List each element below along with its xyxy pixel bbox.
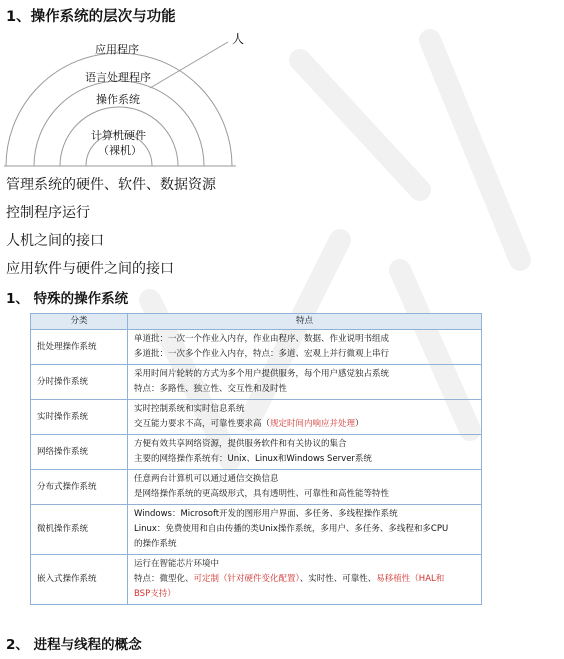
table-row [31,435,482,470]
os-category-cell: 嵌入式操作系统 [31,555,128,605]
feature-line [134,382,477,397]
os-features-cell [128,555,482,605]
feature-text: Windows：Microsoft开发的图形用户界面、多任务、多线程操作系统 [134,509,398,519]
layer-language-label: 语言处理程序 [85,71,151,84]
os-features-cell [128,400,482,435]
feature-line [134,487,477,502]
feature-text: 多道批：一次多个作业入内存，特点：多道、宏观上并行微观上串行 [134,349,390,359]
feature-line [134,452,477,467]
feature-line [134,367,477,382]
function-item: 应用软件与硬件之间的接口 [6,261,174,277]
header-features: 特点 [128,314,482,330]
feature-text: 、实时性、可靠性、 [299,574,377,584]
layer-baremachine-label: （裸机） [98,144,142,157]
section-heading-os-layers: 1、操作系统的层次与功能 [6,9,176,25]
feature-text: Linux：免费使用和自由传播的类Unix操作系统，多用户、多任务、多线程和多CPU [134,524,449,534]
section-heading-process-thread: 2、 进程与线程的概念 [6,637,142,653]
os-features-cell [128,330,482,365]
feature-text: 运行在智能芯片环境中 [134,559,220,569]
feature-line [134,557,477,572]
os-layer-diagram [0,28,245,168]
feature-line [134,332,477,347]
feature-line [134,402,477,417]
os-features-cell [128,435,482,470]
table-row [31,365,482,400]
feature-text: 交互能力要求不高，可靠性要求高（ [134,419,271,429]
table-row [31,505,482,555]
person-label: 人 [232,32,245,46]
os-category-cell: 分时操作系统 [31,365,128,400]
header-category: 分类 [31,314,128,330]
feature-line [134,437,477,452]
section-heading-special-os: 1、 特殊的操作系统 [6,291,129,307]
highlight-text: 可定制（针对硬件变化配置） [193,574,300,584]
os-features-cell [128,365,482,400]
os-category-cell: 微机操作系统 [31,505,128,555]
feature-text: 特点：多路性、独立性、交互性和及时性 [134,384,288,394]
function-item: 人机之间的接口 [6,233,104,249]
table-header-row [31,314,482,330]
feature-text: 主要的网络操作系统有：Unix、Linux和Windows Server系统 [134,454,372,464]
feature-line [134,417,477,432]
layer-os-label: 操作系统 [96,93,140,106]
feature-line [134,347,477,362]
table-row [31,330,482,365]
feature-text: 特点：微型化、 [134,574,194,584]
feature-text: 的操作系统 [134,539,177,549]
os-category-cell: 分布式操作系统 [31,470,128,505]
os-category-cell: 实时操作系统 [31,400,128,435]
feature-text: 单道批：一次一个作业入内存，作业由程序、数据、作业说明书组成 [134,334,390,344]
highlight-text: 易移植性（HAL和 [376,574,445,584]
highlight-text: 规定时间内响应并处理 [270,419,356,429]
feature-text: ） [355,419,364,429]
feature-text: 是网络操作系统的更高级形式，具有透明性、可靠性和高性能等特性 [134,489,390,499]
feature-text: 实时控制系统和实时信息系统 [134,404,245,414]
table-body [31,330,482,605]
os-types-table [30,313,482,605]
os-features-cell [128,470,482,505]
feature-line [134,507,477,522]
feature-line [134,472,477,487]
table-row [31,555,482,605]
layer-application-label: 应用程序 [95,43,139,56]
function-item: 控制程序运行 [6,205,90,221]
feature-line [134,572,477,587]
os-category-cell: 网络操作系统 [31,435,128,470]
feature-line [134,587,477,602]
table-row [31,470,482,505]
feature-line [134,537,477,552]
function-item: 管理系统的硬件、软件、数据资源 [6,177,216,193]
feature-text: 方便有效共享网络资源，提供服务软件和有关协议的集合 [134,439,347,449]
highlight-text: BSP支持） [134,589,176,599]
person-pointer-line [150,42,228,88]
os-category-cell: 批处理操作系统 [31,330,128,365]
feature-text: 采用时间片轮转的方式为多个用户提供服务，每个用户感觉独占系统 [134,369,390,379]
feature-text: 任意两台计算机可以通过通信交换信息 [134,474,279,484]
layer-hardware-label: 计算机硬件 [91,129,146,142]
table-row [31,400,482,435]
feature-line [134,522,477,537]
os-features-cell [128,505,482,555]
